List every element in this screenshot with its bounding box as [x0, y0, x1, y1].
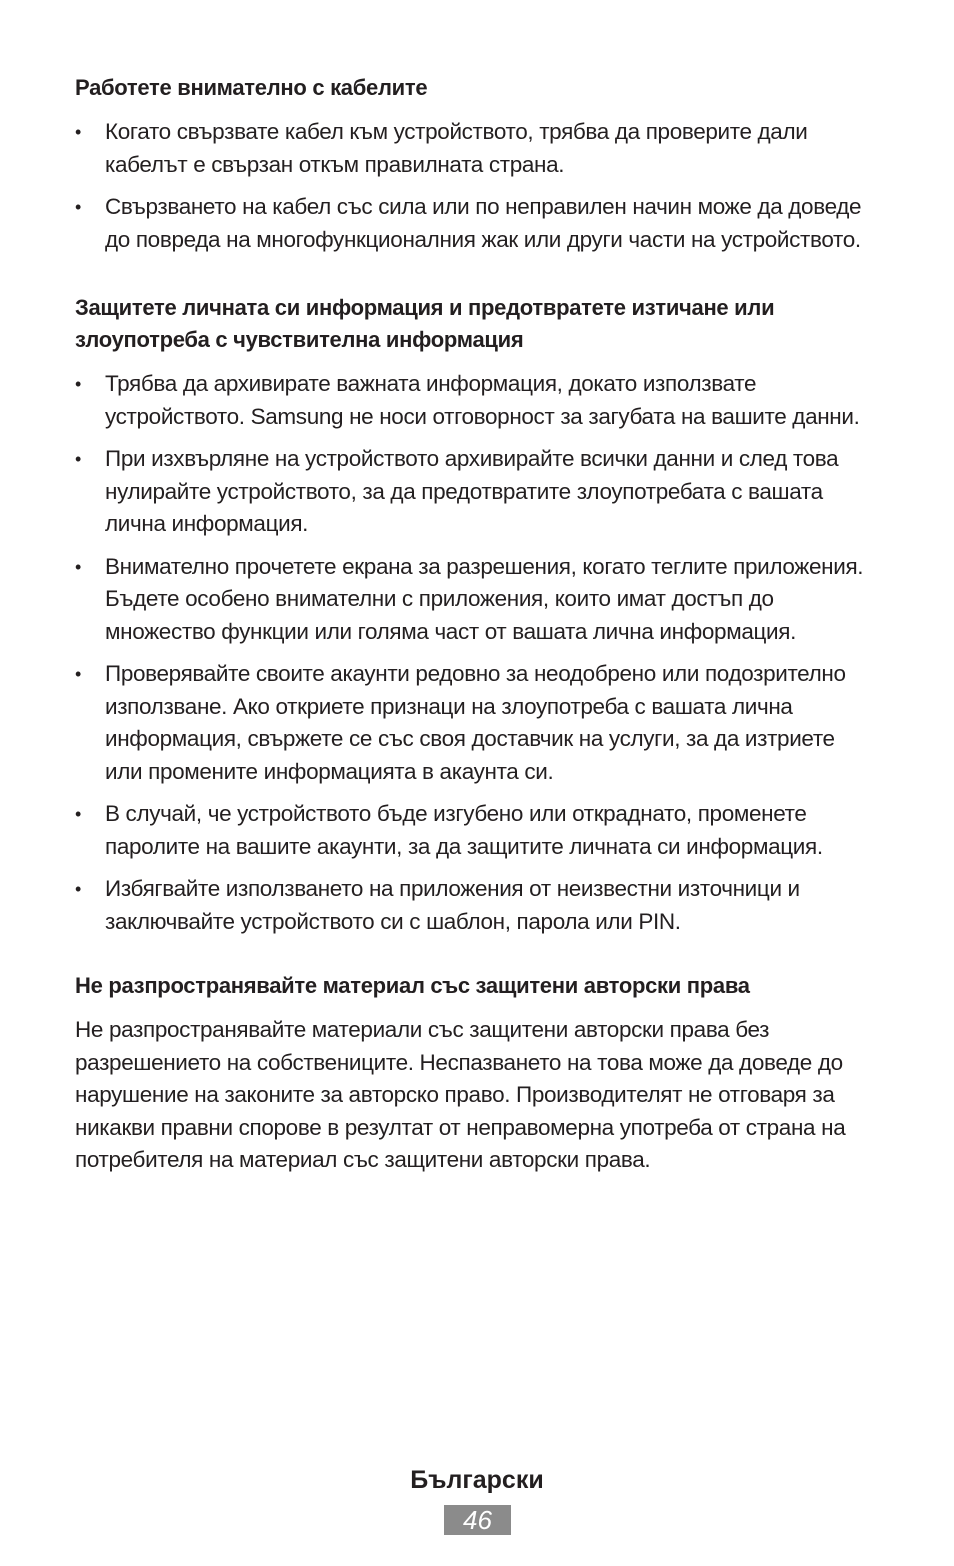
document-body: [75, 72, 875, 1177]
bullet-icon: •: [75, 197, 81, 217]
bullet-text: Свързването на кабел със сила или по неправилен начин може да доведе до повреда на многофункционалния жак или други части на устройството.: [105, 194, 862, 252]
bullet-icon: •: [75, 879, 81, 899]
section-heading: Не разпространявайте материал със защитени авторски права: [75, 973, 750, 998]
bullet-text: Трябва да архивирате важната информация, докато използвате устройството. Samsung не носи отговорност за загубата на вашите данни.: [105, 371, 860, 429]
bullet-item: [75, 443, 875, 541]
bullet-text: Внимателно прочетете екрана за разрешения, когато теглите приложения. Бъдете особено внимателни с приложения, които имат достъп до множество функции или голяма част от вашата лична информация.: [105, 553, 864, 644]
section-cables: [75, 72, 875, 256]
bullet-item: [75, 873, 875, 938]
bullet-icon: •: [75, 556, 81, 577]
section-heading: Защитете личната си информация и предотвратете изтичане или злоупотреба с чувствителна информация: [75, 295, 775, 352]
bullet-icon: •: [75, 122, 81, 142]
bullet-item: [75, 798, 875, 863]
section-copyright: [75, 970, 875, 1177]
bullet-text: Когато свързвате кабел към устройството, трябва да проверите дали кабелът е свързан откъм правилната страна.: [105, 119, 808, 177]
bullet-icon: •: [75, 664, 81, 684]
footer-language: Български: [410, 1466, 544, 1494]
bullet-item: [75, 658, 875, 788]
body-paragraph: Не разпространявайте материали със защитени авторски права без разрешението на собствениците. Неспазването на това може да доведе до нарушение на законите за авторско право. Производителят не отговаря за никакви правни спорове в резултат от неправомерна употреба от страна на потребителя на материал със защитени авторски права.: [75, 1017, 846, 1172]
bullet-icon: •: [75, 374, 81, 394]
section-heading: Работете внимателно с кабелите: [75, 75, 428, 100]
bullet-item: [75, 191, 875, 256]
bullet-list: [75, 116, 875, 256]
bullet-item: [75, 368, 875, 433]
bullet-list: [75, 368, 875, 938]
bullet-item: [75, 551, 875, 649]
bullet-item: [75, 116, 875, 181]
bullet-text: При изхвърляне на устройството архивирайте всички данни и след това нулирайте устройството, за да предотвратите злоупотребата с вашата лична информация.: [105, 446, 839, 536]
bullet-text: Проверявайте своите акаунти редовно за неодобрено или подозрително използване. Ако откриете признаци на злоупотреба с вашата лична информация, свържете се със своя доставчик на услуги, за да изтриете или промените информацията в акаунта си.: [105, 661, 846, 784]
bullet-icon: •: [75, 449, 81, 469]
bullet-icon: •: [75, 804, 81, 824]
bullet-text: В случай, че устройството бъде изгубено или откраднато, променете паролите на вашите акаунти, за да защитите личната си информация.: [105, 801, 823, 859]
page-number: 46: [444, 1505, 511, 1535]
section-personal-info: [75, 292, 875, 938]
bullet-text: Избягвайте използването на приложения от неизвестни източници и заключвайте устройството си с шаблон, парола или PIN.: [105, 876, 800, 934]
